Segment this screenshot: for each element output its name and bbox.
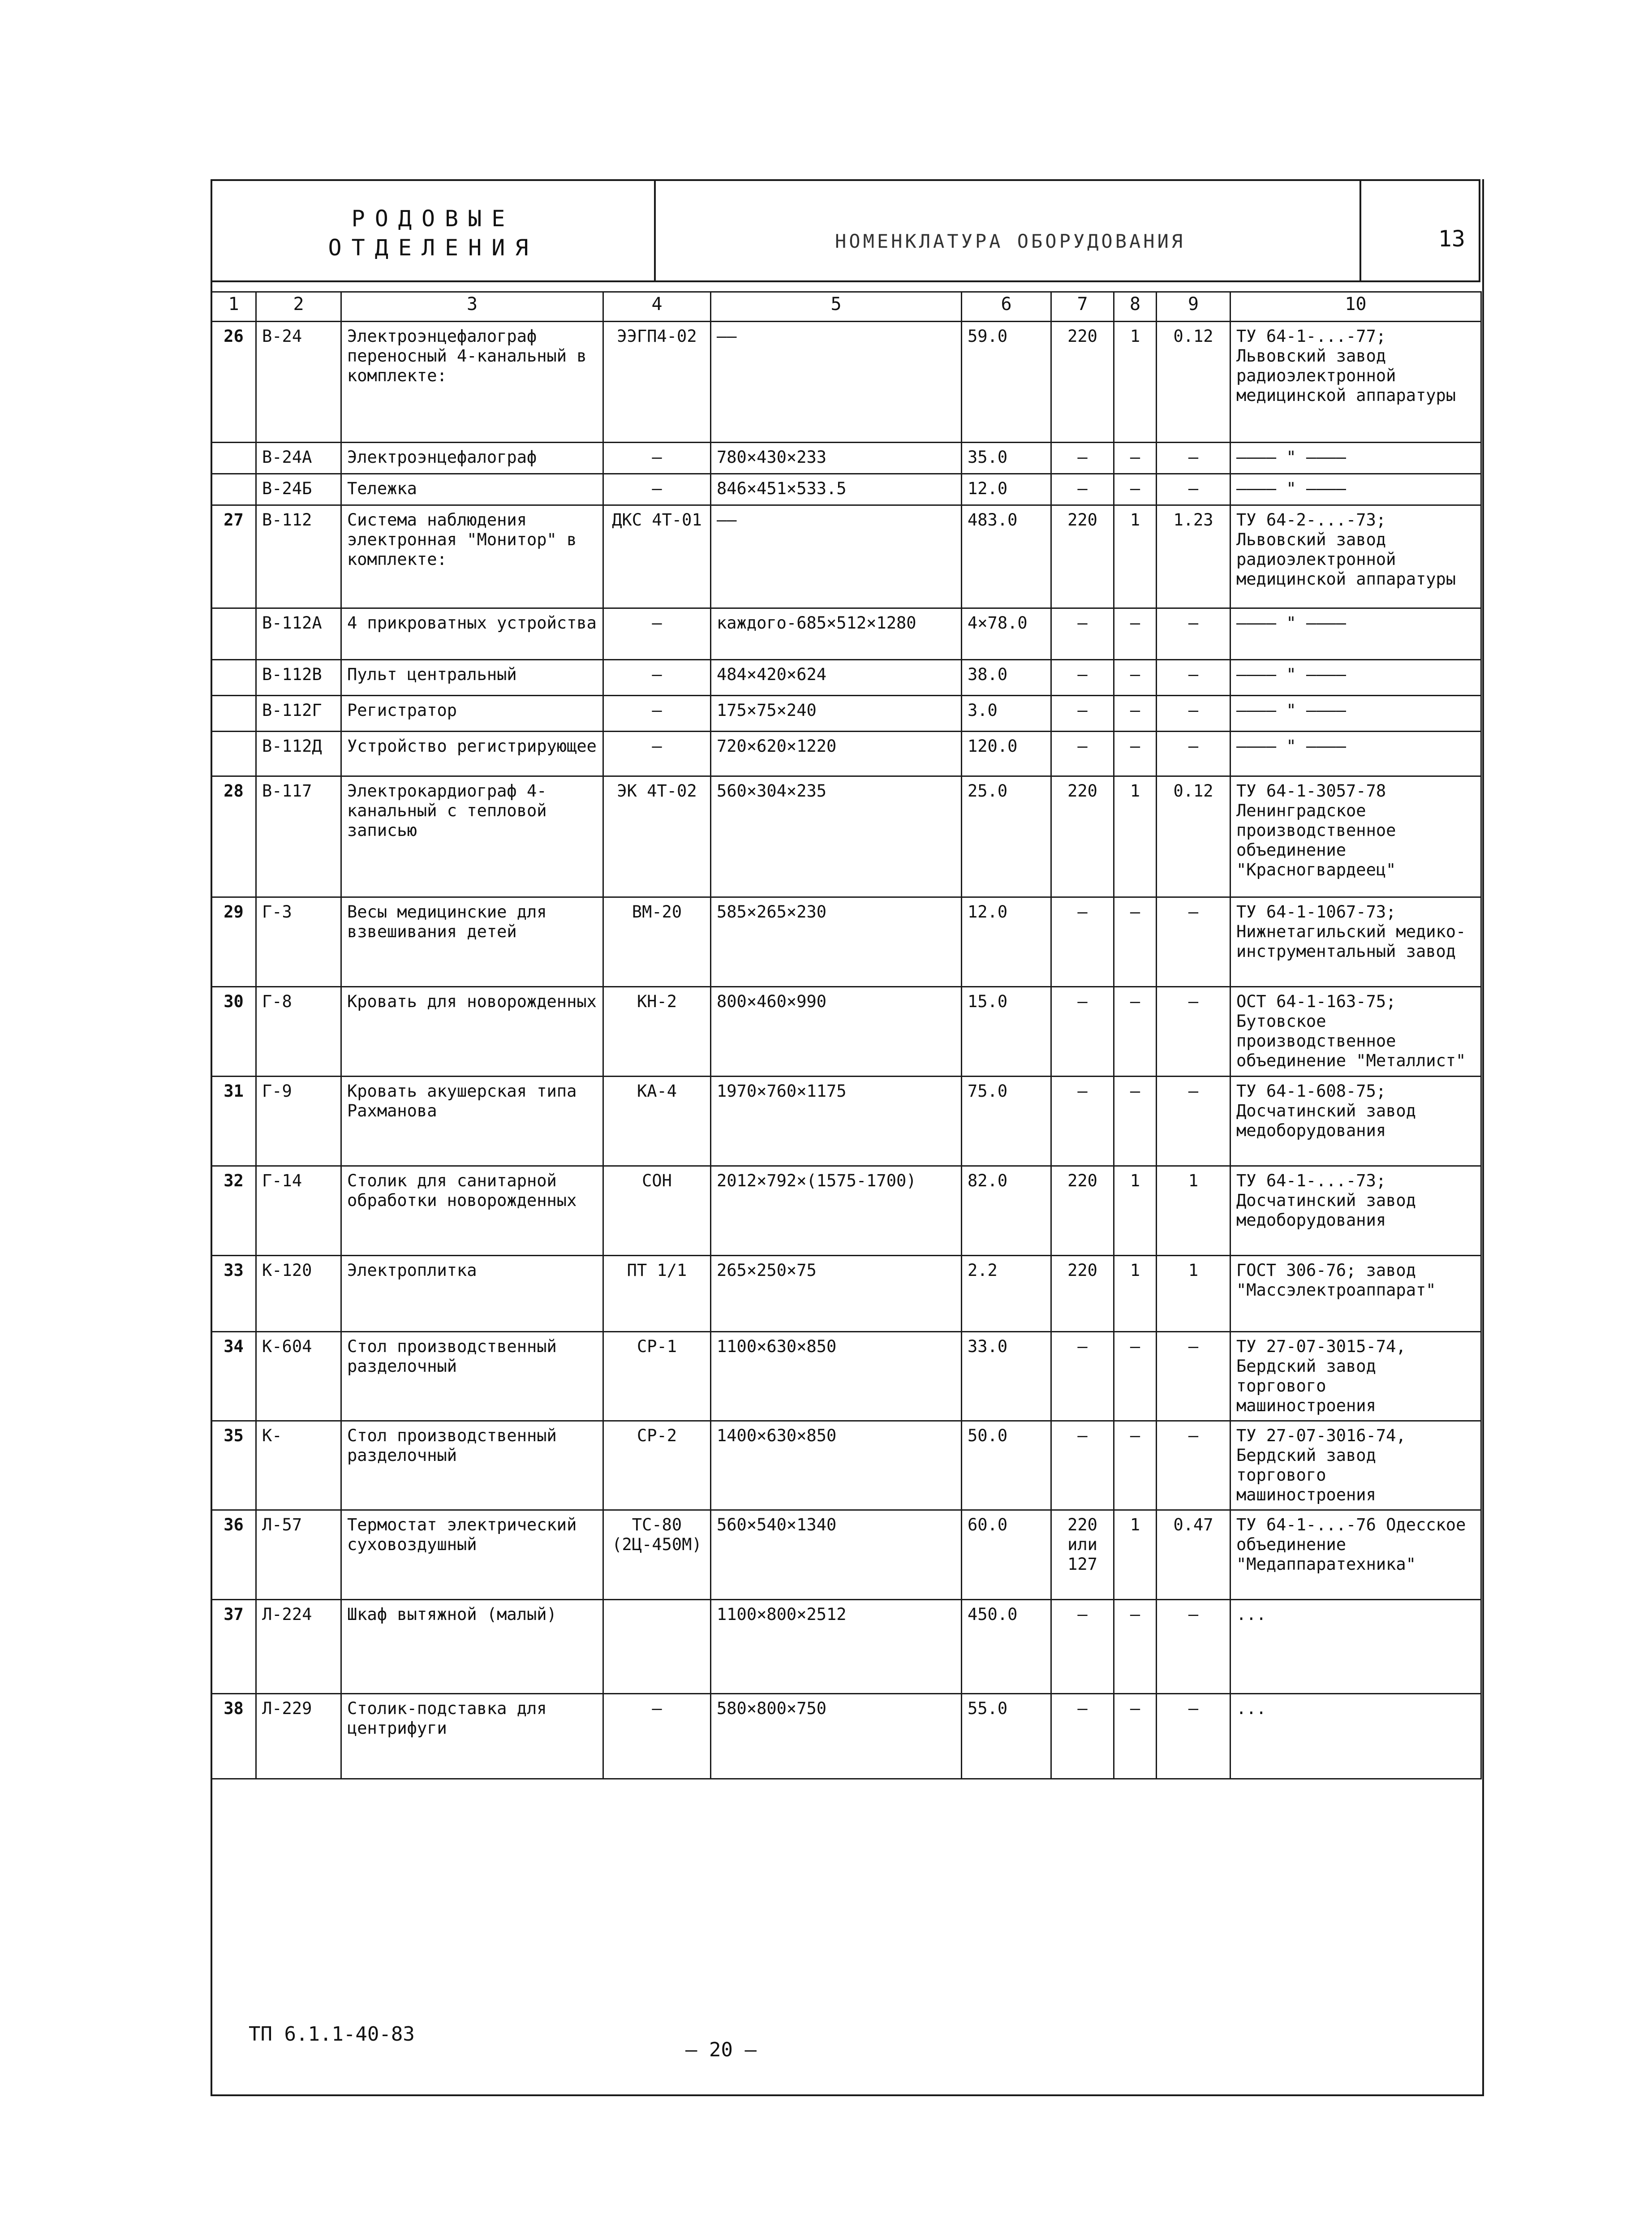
cell-c9: — xyxy=(1157,1332,1230,1421)
cell-c8: — xyxy=(1114,696,1157,732)
cell-weight: 15.0 xyxy=(962,987,1051,1077)
cell-dims: 560×540×1340 xyxy=(711,1510,962,1600)
cell-c9: — xyxy=(1157,732,1230,776)
cell-n: 30 xyxy=(211,987,256,1077)
cell-v: 220 xyxy=(1051,776,1114,897)
cell-weight: 12.0 xyxy=(962,474,1051,505)
cell-dims: 720×620×1220 xyxy=(711,732,962,776)
cell-c8: — xyxy=(1114,1694,1157,1779)
cell-c8: — xyxy=(1114,474,1157,505)
cell-n xyxy=(211,696,256,732)
cell-weight: 33.0 xyxy=(962,1332,1051,1421)
cell-model: ЭЭГП4-02 xyxy=(603,322,711,443)
table-row xyxy=(211,696,1481,732)
cell-name: Электроэнцефалограф xyxy=(341,443,603,474)
table-row xyxy=(211,897,1481,987)
cell-weight: 25.0 xyxy=(962,776,1051,897)
table-row xyxy=(211,1694,1481,1779)
cell-c9: — xyxy=(1157,897,1230,987)
cell-c9: — xyxy=(1157,1694,1230,1779)
cell-code: В-112Г xyxy=(256,696,341,732)
cell-dims: 780×430×233 xyxy=(711,443,962,474)
cell-model: ВМ-20 xyxy=(603,897,711,987)
cell-name: Кровать акушерская типа Рахманова xyxy=(341,1077,603,1166)
cell-weight: 483.0 xyxy=(962,505,1051,608)
cell-v: — xyxy=(1051,474,1114,505)
cell-code: К-120 xyxy=(256,1256,341,1332)
cell-v: — xyxy=(1051,1077,1114,1166)
cell-c8: — xyxy=(1114,732,1157,776)
cell-dims: 265×250×75 xyxy=(711,1256,962,1332)
cell-c9: 0.47 xyxy=(1157,1510,1230,1600)
cell-code: В-24Б xyxy=(256,474,341,505)
cell-note: ———— " ———— xyxy=(1230,732,1481,776)
cell-n: 31 xyxy=(211,1077,256,1166)
cell-code: Г-8 xyxy=(256,987,341,1077)
cell-note: ———— " ———— xyxy=(1230,696,1481,732)
cell-code: К- xyxy=(256,1421,341,1510)
cell-c9: — xyxy=(1157,696,1230,732)
column-number: 1 xyxy=(211,292,256,322)
cell-weight: 3.0 xyxy=(962,696,1051,732)
cell-model: — xyxy=(603,732,711,776)
cell-c9: — xyxy=(1157,1600,1230,1694)
cell-code: Г-9 xyxy=(256,1077,341,1166)
section-title: НОМЕНКЛАТУРА ОБОРУДОВАНИЯ xyxy=(835,230,1186,252)
cell-v: 220 xyxy=(1051,505,1114,608)
cell-name: Устройство регистрирующее xyxy=(341,732,603,776)
cell-c8: — xyxy=(1114,987,1157,1077)
cell-n xyxy=(211,474,256,505)
cell-v: 220 xyxy=(1051,322,1114,443)
cell-name: Стол производственный разделочный xyxy=(341,1332,603,1421)
cell-dims: 846×451×533.5 xyxy=(711,474,962,505)
cell-note: ТУ 64-2-...-73; Львовский завод радиоэлектронной медицинской аппаратуры xyxy=(1230,505,1481,608)
cell-code: В-112В xyxy=(256,660,341,696)
cell-c8: — xyxy=(1114,1600,1157,1694)
cell-n: 35 xyxy=(211,1421,256,1510)
cell-v: 220 xyxy=(1051,1166,1114,1256)
cell-model: — xyxy=(603,474,711,505)
cell-code: Л-57 xyxy=(256,1510,341,1600)
table-row xyxy=(211,505,1481,608)
cell-dims: —— xyxy=(711,322,962,443)
cell-note: ... xyxy=(1230,1694,1481,1779)
cell-model: — xyxy=(603,660,711,696)
cell-note: ТУ 27-07-3016-74, Бердский завод торгового машиностроения xyxy=(1230,1421,1481,1510)
cell-c9: — xyxy=(1157,1421,1230,1510)
cell-note: ОСТ 64-1-163-75; Бутовское производственное объединение "Металлист" xyxy=(1230,987,1481,1077)
table-row xyxy=(211,1332,1481,1421)
cell-c9: — xyxy=(1157,987,1230,1077)
cell-dims: каждого-685×512×1280 xyxy=(711,608,962,660)
cell-note: ———— " ———— xyxy=(1230,608,1481,660)
cell-c9: 0.12 xyxy=(1157,776,1230,897)
table-row xyxy=(211,776,1481,897)
cell-n: 32 xyxy=(211,1166,256,1256)
sheet-number: 13 xyxy=(1438,226,1465,252)
cell-model xyxy=(603,1600,711,1694)
cell-model: СР-2 xyxy=(603,1421,711,1510)
cell-note: ТУ 27-07-3015-74, Бердский завод торгового машиностроения xyxy=(1230,1332,1481,1421)
cell-note: ГОСТ 306-76; завод "Массэлектроаппарат" xyxy=(1230,1256,1481,1332)
cell-name: Кровать для новорожденных xyxy=(341,987,603,1077)
title-line-1: РОДОВЫЕ xyxy=(351,206,515,232)
cell-weight: 450.0 xyxy=(962,1600,1051,1694)
column-number: 7 xyxy=(1051,292,1114,322)
cell-note: ... xyxy=(1230,1600,1481,1694)
column-number: 3 xyxy=(341,292,603,322)
cell-dims: 1970×760×1175 xyxy=(711,1077,962,1166)
cell-name: Шкаф вытяжной (малый) xyxy=(341,1600,603,1694)
cell-c9: 1 xyxy=(1157,1256,1230,1332)
title-line-2: ОТДЕЛЕНИЯ xyxy=(328,235,538,261)
cell-n: 26 xyxy=(211,322,256,443)
cell-dims: —— xyxy=(711,505,962,608)
cell-note: ТУ 64-1-...-76 Одесское объединение "Медаппаратехника" xyxy=(1230,1510,1481,1600)
column-number: 5 xyxy=(711,292,962,322)
page-number: — 20 — xyxy=(685,2038,757,2061)
cell-weight: 2.2 xyxy=(962,1256,1051,1332)
cell-note: ТУ 64-1-608-75; Досчатинский завод медоборудования xyxy=(1230,1077,1481,1166)
cell-code: Г-3 xyxy=(256,897,341,987)
cell-c8: 1 xyxy=(1114,1256,1157,1332)
table-row xyxy=(211,474,1481,505)
cell-n: 27 xyxy=(211,505,256,608)
cell-name: 4 прикроватных устройства xyxy=(341,608,603,660)
cell-c9: — xyxy=(1157,660,1230,696)
cell-c8: — xyxy=(1114,1421,1157,1510)
cell-weight: 60.0 xyxy=(962,1510,1051,1600)
cell-c8: — xyxy=(1114,660,1157,696)
table-row xyxy=(211,322,1481,443)
cell-v: — xyxy=(1051,987,1114,1077)
cell-dims: 2012×792×(1575-1700) xyxy=(711,1166,962,1256)
cell-v: — xyxy=(1051,897,1114,987)
cell-dims: 1100×800×2512 xyxy=(711,1600,962,1694)
cell-c8: — xyxy=(1114,1077,1157,1166)
cell-weight: 55.0 xyxy=(962,1694,1051,1779)
table-row xyxy=(211,1077,1481,1166)
cell-c9: — xyxy=(1157,1077,1230,1166)
cell-weight: 35.0 xyxy=(962,443,1051,474)
cell-weight: 12.0 xyxy=(962,897,1051,987)
cell-note: ТУ 64-1-...-77; Львовский завод радиоэлектронной медицинской аппаратуры xyxy=(1230,322,1481,443)
cell-c9: 1.23 xyxy=(1157,505,1230,608)
cell-n: 29 xyxy=(211,897,256,987)
cell-c9: — xyxy=(1157,474,1230,505)
table-row xyxy=(211,1421,1481,1510)
cell-c9: 1 xyxy=(1157,1166,1230,1256)
cell-v: 220 или 127 xyxy=(1051,1510,1114,1600)
cell-v: — xyxy=(1051,1332,1114,1421)
cell-n: 28 xyxy=(211,776,256,897)
title-block xyxy=(211,179,1480,282)
cell-c8: 1 xyxy=(1114,322,1157,443)
cell-v: 220 xyxy=(1051,1256,1114,1332)
cell-v: — xyxy=(1051,696,1114,732)
cell-name: Электрокардиограф 4-канальный с тепловой записью xyxy=(341,776,603,897)
cell-note: ———— " ———— xyxy=(1230,474,1481,505)
cell-weight: 120.0 xyxy=(962,732,1051,776)
cell-dims: 1400×630×850 xyxy=(711,1421,962,1510)
cell-name: Термостат электрический суховоздушный xyxy=(341,1510,603,1600)
cell-v: — xyxy=(1051,1421,1114,1510)
cell-v: — xyxy=(1051,732,1114,776)
cell-note: ТУ 64-1-1067-73; Нижнетагильский медико-инструментальный завод xyxy=(1230,897,1481,987)
cell-v: — xyxy=(1051,1600,1114,1694)
cell-n: 34 xyxy=(211,1332,256,1421)
table-row xyxy=(211,660,1481,696)
cell-n: 36 xyxy=(211,1510,256,1600)
column-number: 2 xyxy=(256,292,341,322)
cell-model: — xyxy=(603,696,711,732)
table-row xyxy=(211,732,1481,776)
cell-code: Л-224 xyxy=(256,1600,341,1694)
cell-dims: 800×460×990 xyxy=(711,987,962,1077)
cell-c8: — xyxy=(1114,897,1157,987)
cell-n: 37 xyxy=(211,1600,256,1694)
cell-name: Система наблюдения электронная "Монитор" в комплекте: xyxy=(341,505,603,608)
cell-model: ТС-80 (2Ц-450М) xyxy=(603,1510,711,1600)
cell-c8: — xyxy=(1114,1332,1157,1421)
cell-code: Л-229 xyxy=(256,1694,341,1779)
cell-c8: 1 xyxy=(1114,505,1157,608)
cell-n xyxy=(211,732,256,776)
cell-name: Электроэнцефалограф переносный 4-канальный в комплекте: xyxy=(341,322,603,443)
cell-n: 33 xyxy=(211,1256,256,1332)
cell-weight: 59.0 xyxy=(962,322,1051,443)
cell-model: ПТ 1/1 xyxy=(603,1256,711,1332)
cell-c8: — xyxy=(1114,443,1157,474)
cell-c9: — xyxy=(1157,443,1230,474)
cell-note: ТУ 64-1-3057-78 Ленинградское производственное объединение "Красногвардеец" xyxy=(1230,776,1481,897)
cell-dims: 1100×630×850 xyxy=(711,1332,962,1421)
cell-note: ———— " ———— xyxy=(1230,443,1481,474)
cell-name: Столик для санитарной обработки новорожденных xyxy=(341,1166,603,1256)
table-row xyxy=(211,1510,1481,1600)
column-number: 6 xyxy=(962,292,1051,322)
cell-name: Стол производственный разделочный xyxy=(341,1421,603,1510)
cell-weight: 75.0 xyxy=(962,1077,1051,1166)
cell-code: В-112Д xyxy=(256,732,341,776)
table-row xyxy=(211,1166,1481,1256)
cell-c8: 1 xyxy=(1114,1166,1157,1256)
cell-v: — xyxy=(1051,1694,1114,1779)
cell-dims: 484×420×624 xyxy=(711,660,962,696)
cell-c9: — xyxy=(1157,608,1230,660)
column-number: 10 xyxy=(1230,292,1481,322)
title-left-cell xyxy=(212,181,656,280)
table-row xyxy=(211,1600,1481,1694)
table-row xyxy=(211,608,1481,660)
cell-dims: 585×265×230 xyxy=(711,897,962,987)
cell-model: СР-1 xyxy=(603,1332,711,1421)
cell-model: КН-2 xyxy=(603,987,711,1077)
cell-model: — xyxy=(603,1694,711,1779)
table-row xyxy=(211,987,1481,1077)
cell-weight: 82.0 xyxy=(962,1166,1051,1256)
equipment-table xyxy=(211,291,1482,1779)
cell-dims: 175×75×240 xyxy=(711,696,962,732)
cell-code: К-604 xyxy=(256,1332,341,1421)
document-code: ТП 6.1.1-40-83 xyxy=(249,2023,415,2046)
cell-dims: 560×304×235 xyxy=(711,776,962,897)
cell-c9: 0.12 xyxy=(1157,322,1230,443)
cell-code: Г-14 xyxy=(256,1166,341,1256)
cell-note: ТУ 64-1-...-73; Досчатинский завод медоборудования xyxy=(1230,1166,1481,1256)
cell-n: 38 xyxy=(211,1694,256,1779)
title-middle-cell xyxy=(656,181,1361,280)
column-number: 4 xyxy=(603,292,711,322)
cell-code: В-117 xyxy=(256,776,341,897)
cell-n xyxy=(211,608,256,660)
cell-n xyxy=(211,660,256,696)
cell-name: Столик-подставка для центрифуги xyxy=(341,1694,603,1779)
cell-model: — xyxy=(603,608,711,660)
cell-name: Регистратор xyxy=(341,696,603,732)
cell-v: — xyxy=(1051,660,1114,696)
cell-name: Электроплитка xyxy=(341,1256,603,1332)
cell-c8: 1 xyxy=(1114,1510,1157,1600)
table-row xyxy=(211,443,1481,474)
table-row xyxy=(211,1256,1481,1332)
column-number-row xyxy=(211,292,1481,322)
cell-dims: 580×800×750 xyxy=(711,1694,962,1779)
cell-model: КА-4 xyxy=(603,1077,711,1166)
cell-c8: 1 xyxy=(1114,776,1157,897)
cell-model: — xyxy=(603,443,711,474)
cell-weight: 4×78.0 xyxy=(962,608,1051,660)
cell-note: ———— " ———— xyxy=(1230,660,1481,696)
cell-c8: — xyxy=(1114,608,1157,660)
cell-v: — xyxy=(1051,608,1114,660)
cell-code: В-112А xyxy=(256,608,341,660)
cell-weight: 38.0 xyxy=(962,660,1051,696)
cell-model: СОН xyxy=(603,1166,711,1256)
cell-code: В-24А xyxy=(256,443,341,474)
cell-weight: 50.0 xyxy=(962,1421,1051,1510)
cell-code: В-24 xyxy=(256,322,341,443)
cell-model: ДКС 4Т-01 xyxy=(603,505,711,608)
cell-name: Тележка xyxy=(341,474,603,505)
cell-v: — xyxy=(1051,443,1114,474)
column-number: 8 xyxy=(1114,292,1157,322)
cell-model: ЭК 4Т-02 xyxy=(603,776,711,897)
column-number: 9 xyxy=(1157,292,1230,322)
cell-n xyxy=(211,443,256,474)
cell-name: Пульт центральный xyxy=(341,660,603,696)
cell-code: В-112 xyxy=(256,505,341,608)
cell-name: Весы медицинские для взвешивания детей xyxy=(341,897,603,987)
